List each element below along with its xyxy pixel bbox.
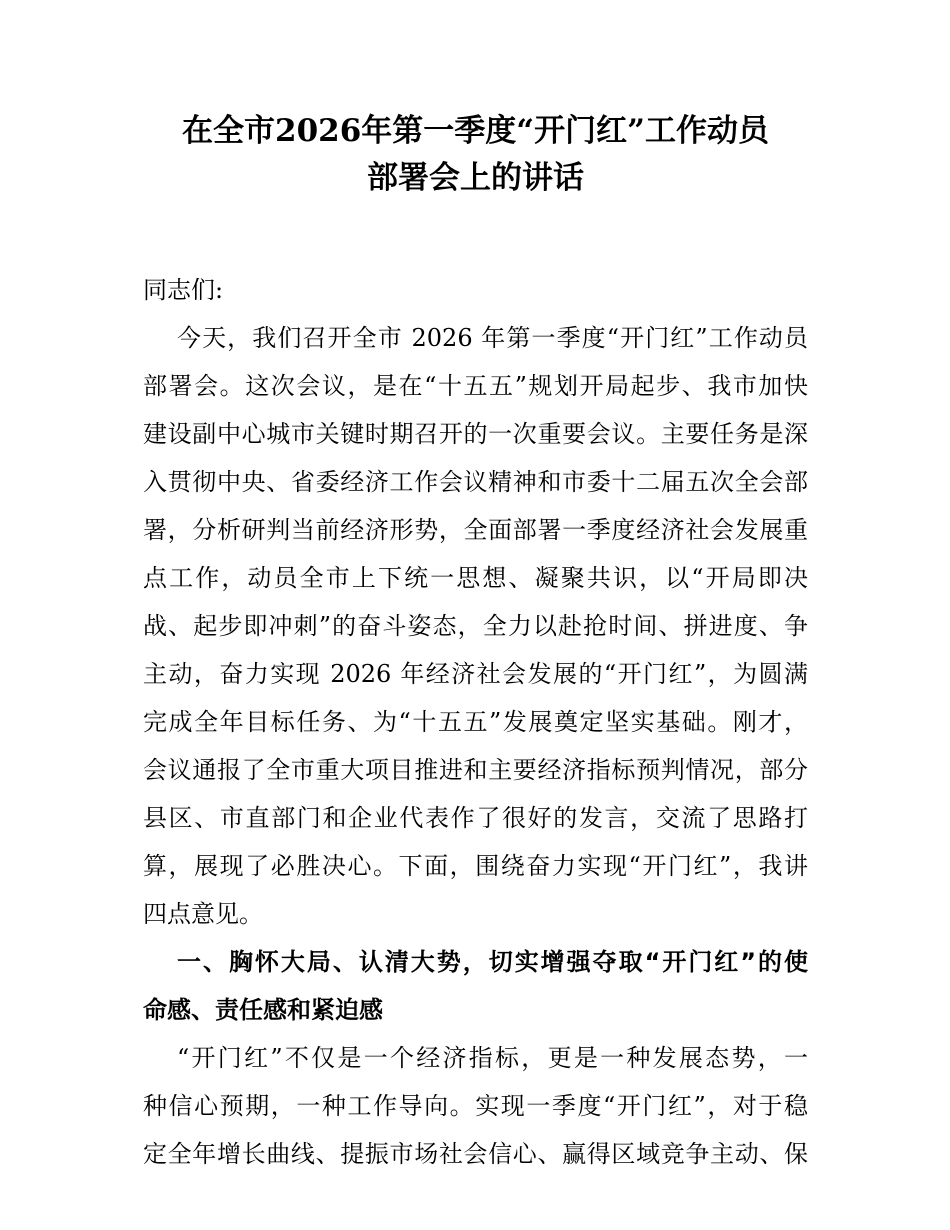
text-line: 算，展现了必胜决心。下面，围绕奋力实现“开门红”，我讲 [143, 852, 808, 880]
text-line: 今天，我们召开全市 2026 年第一季度“开门红”工作动员 [177, 324, 808, 352]
document-title [143, 108, 808, 202]
salutation: 同志们: [143, 276, 224, 304]
text-line: 主动，奋力实现 2026 年经济社会发展的“开门红”，为圆满 [143, 660, 808, 688]
text-line: 定全年增长曲线、提振市场社会信心、赢得区域竞争主动、保 [143, 1140, 808, 1168]
text-line: 会议通报了全市重大项目推进和主要经济指标预判情况，部分 [143, 756, 808, 784]
heading-line: 命感、责任感和紧迫感 [143, 996, 383, 1024]
text-line: 完成全年目标任务、为“十五五”发展奠定坚实基础。刚才， [143, 708, 808, 736]
document-body [143, 266, 808, 1178]
text-line: “开门红”不仅是一个经济指标，更是一种发展态势，一 [177, 1044, 808, 1072]
text-line: 建设副中心城市关键时期召开的一次重要会议。主要任务是深 [143, 420, 808, 448]
text-line: 部署会。这次会议，是在“十五五”规划开局起步、我市加快 [143, 372, 808, 400]
text-line: 四点意见。 [143, 900, 263, 928]
text-line: 种信心预期，一种工作导向。实现一季度“开门红”，对于稳 [143, 1092, 808, 1120]
text-line: 点工作，动员全市上下统一思想、凝聚共识，以“开局即决 [143, 564, 808, 592]
text-line: 入贯彻中央、省委经济工作会议精神和市委十二届五次全会部 [143, 468, 808, 496]
paragraph-section-1 [143, 1034, 808, 1178]
text-line: 署，分析研判当前经济形势，全面部署一季度经济社会发展重 [143, 516, 808, 544]
heading-line: 一、胸怀大局、认清大势，切实增强夺取“开门红”的使 [177, 948, 808, 976]
title-line: 部署会上的讲话 [367, 160, 584, 196]
paragraph-intro [143, 314, 808, 938]
text-line: 县区、市直部门和企业代表作了很好的发言，交流了思路打 [143, 804, 808, 832]
text-line: 战、起步即冲刺”的奋斗姿态，全力以赴抢时间、拼进度、争 [143, 612, 808, 640]
title-line: 在全市2026年第一季度“开门红”工作动员 [182, 113, 769, 149]
section-heading-1 [143, 938, 808, 1034]
